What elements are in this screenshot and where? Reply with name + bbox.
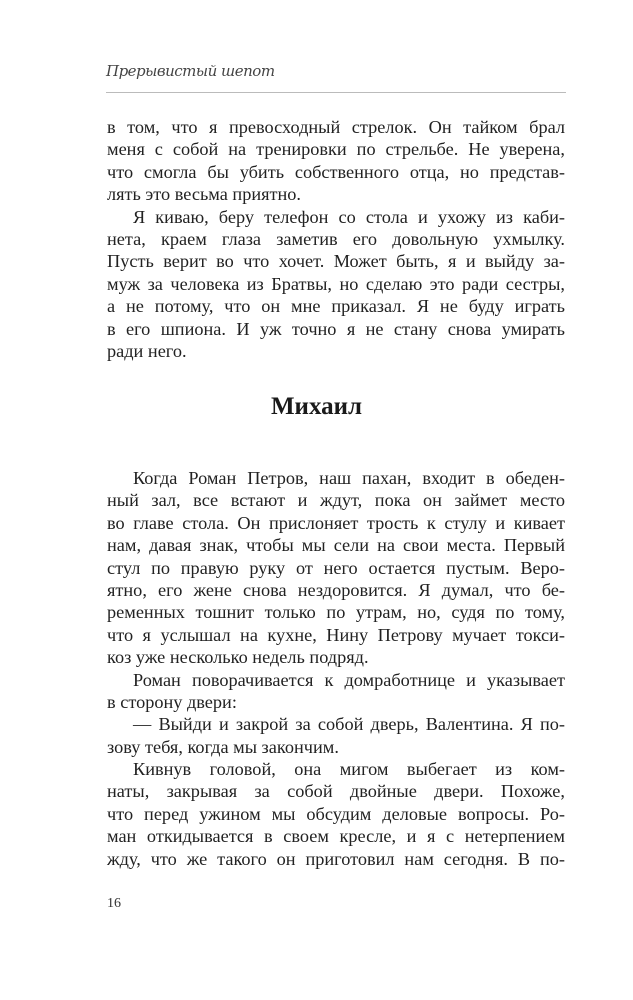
- text-section-1: [107, 116, 565, 362]
- text-line: — Выйди и закрой за собой дверь, Валентина. Я по-: [133, 714, 565, 735]
- header-rule: [106, 92, 566, 93]
- running-head: Прерывистый шепот: [106, 62, 275, 80]
- text-line: меня с собой на тренировки по стрельбе. Не уверена,: [107, 139, 565, 160]
- text-line: ман откидывается в своем кресле, и я с нетерпением: [107, 826, 565, 847]
- text-line: во главе стола. Он прислоняет трость к стулу и кивает: [107, 512, 565, 533]
- text-line: Пусть верит во что хочет. Может быть, я и выйду за-: [107, 251, 565, 272]
- chapter-heading: Михаил: [270, 393, 363, 420]
- text-line: в сторону двери:: [107, 691, 237, 712]
- text-line: жду, что же такого он приготовил нам сегодня. В по-: [107, 848, 565, 869]
- text-line: ради него.: [107, 340, 187, 361]
- text-line: что перед ужином мы обсудим деловые вопросы. Ро-: [107, 803, 565, 824]
- text-line: что я услышал на кухне, Нину Петрову мучает токси-: [107, 624, 565, 645]
- text-line: ятно, его жене снова нездоровится. Я думал, что бе-: [107, 579, 565, 600]
- text-line: в том, что я превосходный стрелок. Он тайком брал: [107, 117, 565, 137]
- text-line: а не потому, что он мне приказал. Я не буду играть: [107, 296, 565, 317]
- text-line: стул по правую руку от него остается пустым. Веро-: [107, 557, 565, 578]
- text-line: в его шпиона. И уж точно я не стану снова умирать: [107, 318, 565, 339]
- text-line: ременных тошнит только по утрам, но, судя по тому,: [107, 602, 565, 623]
- page-number: 16: [107, 896, 121, 911]
- text-line: наты, закрывая за собой двойные двери. Похоже,: [107, 781, 565, 802]
- text-line: нам, давая знак, чтобы мы сели на свои места. Первый: [107, 535, 565, 556]
- text-line: Кивнув головой, она мигом выбегает из ком-: [133, 759, 565, 780]
- text-line: Роман поворачивается к домработнице и указывает: [133, 669, 565, 690]
- text-line: зову тебя, когда мы закончим.: [107, 736, 339, 757]
- text-line: ный зал, все встают и ждут, пока он займет место: [107, 490, 565, 511]
- text-section-2: [107, 467, 565, 870]
- text-line: Я киваю, беру телефон со стола и ухожу из каби-: [133, 206, 565, 227]
- text-line: коз уже несколько недель подряд.: [107, 647, 369, 668]
- text-line: нета, краем глаза заметив его довольную ухмылку.: [107, 228, 565, 249]
- text-line: лять это весьма приятно.: [107, 184, 302, 205]
- text-line: что смогла бы убить собственного отца, но представ-: [107, 161, 565, 182]
- text-line: муж за человека из Братвы, но сделаю это ради сестры,: [107, 273, 565, 294]
- text-line: Когда Роман Петров, наш пахан, входит в обеден-: [133, 468, 565, 488]
